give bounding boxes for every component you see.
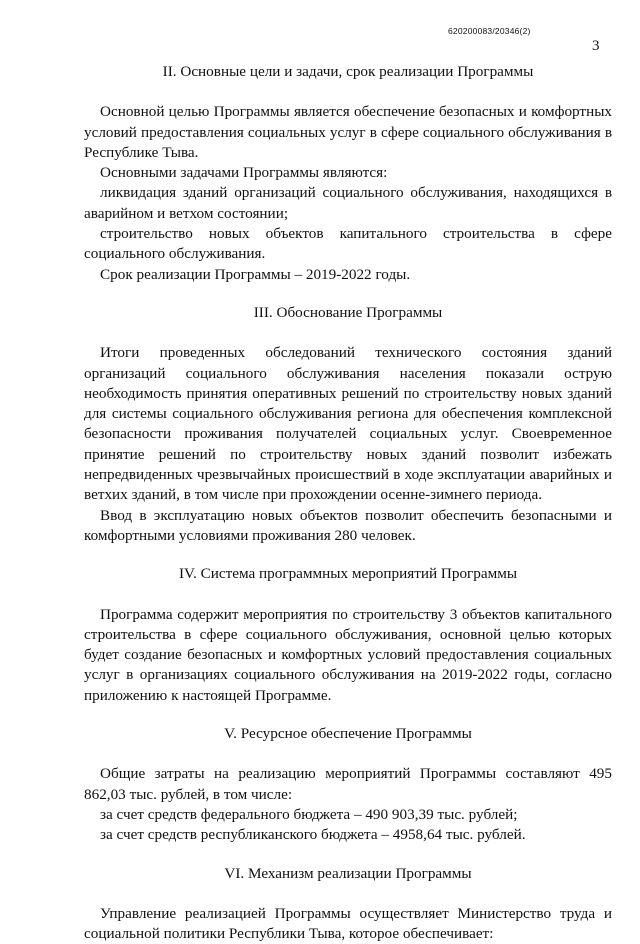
paragraph-tasks-intro: Основными задачами Программы являются: (100, 164, 388, 182)
paragraph-main-goal: Основной целью Программы является обеспечение безопасных и комфортных условий предоставления социальных услуг в сфере социального обслуживания в Республике Тыва. (84, 103, 612, 161)
paragraph-management: Управление реализацией Программы осуществляет Министерство труда и социальной политики Республики Тыва, которое обеспечивает: (84, 904, 612, 943)
page-number: 3 (592, 38, 600, 54)
paragraph-inspection-results: Итоги проведенных обследований технического состояния зданий организаций социального обслуживания населения показали острую необходимость принятия оперативных решений по строительству новых зданий для системы социального обслуживания региона для обеспечения комплексной безопасности проживания получателей социальных услуг. Своевременное принятие решений по строительству новых зданий позволит избежать непредвиденных чрезвычайных происшествий в ходе эксплуатации аварийных и ветхих зданий, в том числе при прохождении осенне-зимнего периода. (84, 344, 612, 504)
paragraph-term: Срок реализации Программы – 2019-2022 годы. (100, 265, 411, 283)
section-title-resources: V. Ресурсное обеспечение Программы (224, 725, 472, 743)
paragraph-program-content: Программа содержит мероприятия по строительству 3 объектов капитального строительства в сфере социального обслуживания, основной целью которых будет создание безопасных и комфортных условий предоставления социальных услуг в организациях социального обслуживания на 2019-2022 годы, согласно приложению к настоящей Программе. (84, 605, 612, 704)
paragraph-task-construction: строительство новых объектов капитального строительства в сфере социального обслуживания. (84, 225, 612, 263)
paragraph-commissioning: Ввод в эксплуатацию новых объектов позволит обеспечить безопасными и комфортными условиями проживания 280 человек. (84, 506, 612, 544)
section-title-goals: II. Основные цели и задачи, срок реализации Программы (162, 63, 534, 80)
document-body (84, 62, 612, 944)
document-number: 620200083/20346(2) (448, 26, 531, 36)
section-title-rationale: III. Обоснование Программы (253, 303, 443, 321)
paragraph-total-costs: Общие затраты на реализацию мероприятий Программы составляют 495 862,03 тыс. рублей, в том числе: (84, 765, 612, 803)
section-title-measures: IV. Система программных мероприятий Программы (178, 565, 518, 583)
paragraph-federal-budget: за счет средств федерального бюджета – 490 903,39 тыс. рублей; (100, 805, 518, 823)
paragraph-task-liquidation: ликвидация зданий организаций социального обслуживания, находящихся в аварийном и ветхом состоянии; (84, 184, 612, 222)
section-title-mechanism: VI. Механизм реализации Программы (224, 864, 472, 882)
paragraph-republic-budget: за счет средств республиканского бюджета – 4958,64 тыс. рублей. (100, 826, 526, 844)
